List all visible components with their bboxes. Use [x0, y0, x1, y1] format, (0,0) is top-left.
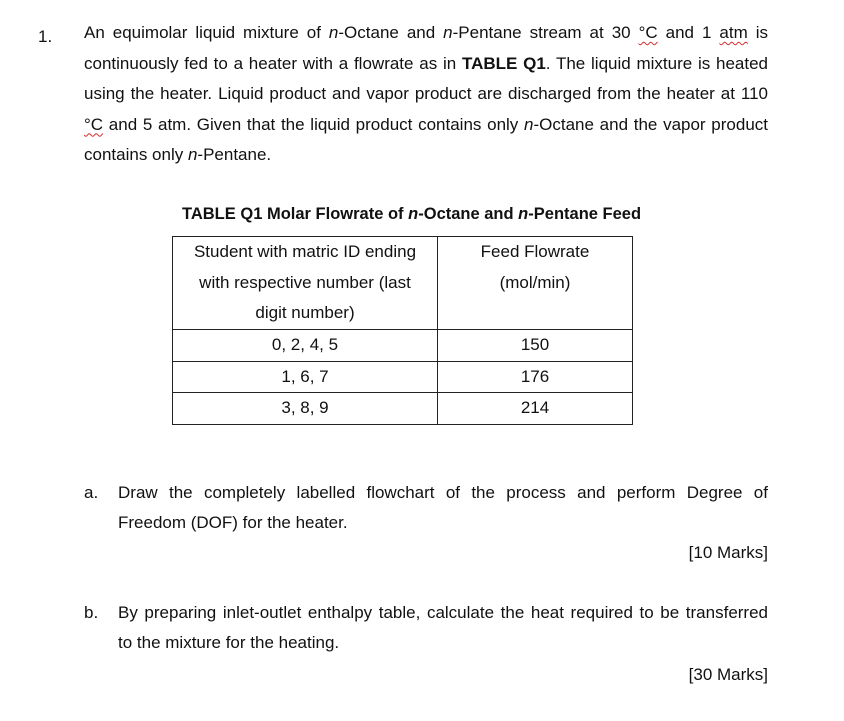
table-row [173, 393, 633, 425]
table-row [173, 361, 633, 393]
question-line-4: °C and 5 atm. Given that the liquid product contains only n-Octane and the vapor product [84, 114, 768, 134]
part-b-marks: [30 Marks] [688, 665, 768, 684]
cell-flow: 214 [438, 393, 633, 425]
question-number: 1. [38, 27, 53, 46]
cell-flow: 176 [438, 361, 633, 393]
cell-ids: 0, 2, 4, 5 [173, 330, 438, 362]
part-a-line-1: Draw the completely labelled flowchart of the process and perform Degree of [118, 483, 768, 502]
part-a-marks: [10 Marks] [688, 543, 768, 562]
part-b-line-2: to the mixture for the heating. [118, 633, 340, 652]
header-feed-flowrate: Feed Flowrate (mol/min) [438, 237, 633, 330]
cell-ids: 1, 6, 7 [173, 361, 438, 393]
question-line-2: continuously fed to a heater with a flowrate as in TABLE Q1. The liquid mixture is heated [84, 53, 768, 73]
question-text [84, 18, 768, 171]
table-reference: TABLE Q1 [461, 53, 546, 73]
spellcheck-underline: °C [84, 114, 104, 134]
question-line-1: An equimolar liquid mixture of n-Octane and n-Pentane stream at 30 °C and 1 atm is [84, 23, 768, 42]
spellcheck-underline: atm [719, 23, 748, 42]
part-a-label: a. [84, 483, 99, 502]
cell-flow: 150 [438, 330, 633, 362]
part-a-line-2: Freedom (DOF) for the heater. [118, 513, 348, 532]
flowrate-table [172, 236, 633, 425]
table-header-row [173, 237, 633, 330]
table-caption: TABLE Q1 Molar Flowrate of n-Octane and n-Pentane Feed [182, 205, 642, 223]
cell-ids: 3, 8, 9 [173, 393, 438, 425]
spellcheck-underline: °C [638, 23, 658, 42]
question-line-5: contains only n-Pentane. [84, 145, 272, 164]
header-student-id: Student with matric ID ending with respective number (last digit number) [173, 237, 438, 330]
part-b-label: b. [84, 603, 99, 622]
table-row [173, 330, 633, 362]
part-b-line-1: By preparing inlet-outlet enthalpy table, calculate the heat required to be transferred [118, 603, 768, 622]
question-line-3: using the heater. Liquid product and vapor product are discharged from the heater at 110 [84, 84, 768, 103]
